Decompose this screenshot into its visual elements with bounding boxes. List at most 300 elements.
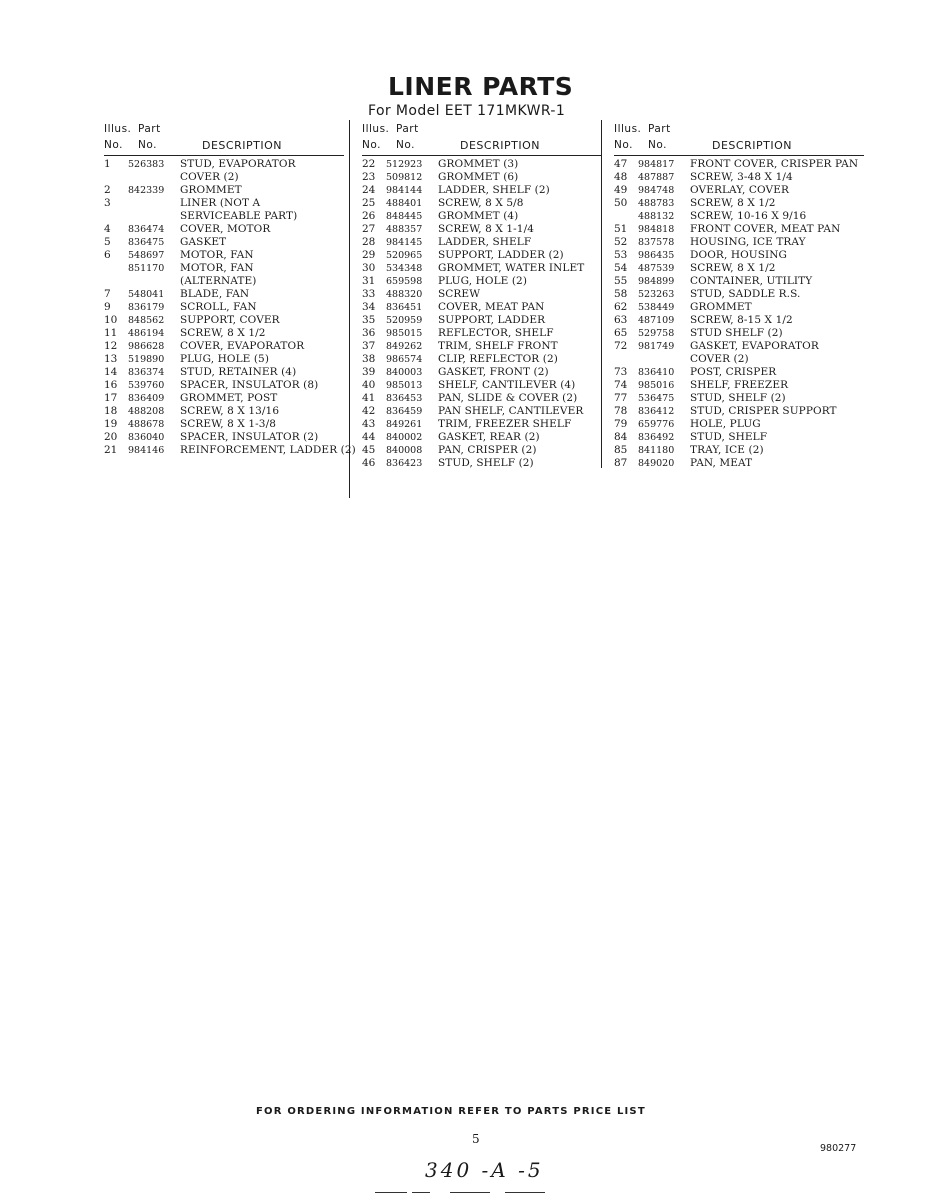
parts-row <box>614 262 864 275</box>
illus-number: 21 <box>104 444 118 456</box>
part-description: GROMMET (6) <box>438 171 519 183</box>
illus-number: 17 <box>104 392 118 404</box>
illus-number: 45 <box>362 444 376 456</box>
part-number: 984748 <box>638 185 675 196</box>
parts-row <box>362 288 602 301</box>
illus-number: 58 <box>614 288 628 300</box>
part-description: CLIP, REFLECTOR (2) <box>438 353 558 365</box>
parts-row <box>362 158 602 171</box>
illus-number: 18 <box>104 405 118 417</box>
illus-number: 50 <box>614 197 628 209</box>
illus-number: 85 <box>614 444 628 456</box>
illus-number: 4 <box>104 223 111 235</box>
part-description: SCREW, 8 X 1-1/4 <box>438 223 534 235</box>
parts-row <box>104 288 344 301</box>
part-number: 509812 <box>386 172 423 183</box>
illus-no-header: No. <box>104 139 123 151</box>
part-description: GASKET, FRONT (2) <box>438 366 549 378</box>
illus-number: 34 <box>362 301 376 313</box>
parts-row <box>362 353 602 366</box>
illus-number: 39 <box>362 366 376 378</box>
parts-row <box>362 262 602 275</box>
part-number: 984818 <box>638 224 675 235</box>
parts-row <box>104 405 344 418</box>
part-number: 985015 <box>386 328 423 339</box>
parts-row <box>104 158 344 171</box>
part-number: 986628 <box>128 341 165 352</box>
illus-number: 7 <box>104 288 111 300</box>
parts-row <box>362 223 602 236</box>
part-number: 985013 <box>386 380 423 391</box>
part-description: TRAY, ICE (2) <box>690 444 764 456</box>
header-rule <box>362 155 602 156</box>
parts-row <box>614 171 864 184</box>
part-description: SCREW, 8 X 1/2 <box>180 327 266 339</box>
parts-row <box>362 444 602 457</box>
part-description: SCREW, 10-16 X 9/16 <box>690 210 807 222</box>
parts-row <box>104 353 344 366</box>
illus-number: 49 <box>614 184 628 196</box>
parts-row <box>614 457 864 470</box>
parts-row <box>362 197 602 210</box>
part-no-header: No. <box>138 139 157 151</box>
part-number: 538449 <box>638 302 675 313</box>
part-description: GROMMET, WATER INLET <box>438 262 585 274</box>
part-description: SCREW, 8 X 1-3/8 <box>180 418 276 430</box>
parts-row <box>614 210 864 223</box>
part-number: 836179 <box>128 302 165 313</box>
handwritten-underline <box>375 1192 407 1193</box>
part-description: GROMMET, POST <box>180 392 278 404</box>
parts-row <box>362 418 602 431</box>
part-number: 520965 <box>386 250 423 261</box>
part-description: GROMMET <box>690 301 752 313</box>
parts-row <box>104 171 344 184</box>
part-description: SCREW, 3-48 X 1/4 <box>690 171 793 183</box>
illus-number: 55 <box>614 275 628 287</box>
part-description: PAN, MEAT <box>690 457 753 469</box>
parts-row <box>104 223 344 236</box>
part-description: SUPPORT, COVER <box>180 314 280 326</box>
parts-row <box>104 210 344 223</box>
illus-number: 44 <box>362 431 376 443</box>
part-number: 984145 <box>386 237 423 248</box>
parts-row <box>614 197 864 210</box>
part-description: SERVICEABLE PART) <box>180 210 298 222</box>
illus-number: 84 <box>614 431 628 443</box>
column-divider <box>349 120 350 498</box>
part-number: 534348 <box>386 263 423 274</box>
part-number: 659598 <box>386 276 423 287</box>
parts-row <box>614 418 864 431</box>
part-number: 836412 <box>638 406 675 417</box>
illus-number: 35 <box>362 314 376 326</box>
part-number: 849020 <box>638 458 675 469</box>
illus-number: 87 <box>614 457 628 469</box>
part-number: 849262 <box>386 341 423 352</box>
part-description: HOUSING, ICE TRAY <box>690 236 806 248</box>
handwritten-note: 340 -A -5 <box>425 1158 544 1182</box>
illus-number: 42 <box>362 405 376 417</box>
parts-row <box>362 236 602 249</box>
part-description: SUPPORT, LADDER (2) <box>438 249 564 261</box>
part-description: HOLE, PLUG <box>690 418 761 430</box>
part-description: STUD, SHELF (2) <box>438 457 534 469</box>
illus-no-header: No. <box>362 139 381 151</box>
parts-row <box>614 353 864 366</box>
illus-no-header: No. <box>614 139 633 151</box>
parts-row <box>614 431 864 444</box>
parts-row <box>104 392 344 405</box>
part-description: SHELF, FREEZER <box>690 379 789 391</box>
parts-row <box>104 275 344 288</box>
part-number: 848445 <box>386 211 423 222</box>
part-number: 523263 <box>638 289 675 300</box>
part-description: FRONT COVER, MEAT PAN <box>690 223 841 235</box>
part-description: PAN, CRISPER (2) <box>438 444 537 456</box>
part-description: STUD, CRISPER SUPPORT <box>690 405 837 417</box>
part-description: COVER (2) <box>690 353 749 365</box>
parts-row <box>614 327 864 340</box>
illus-number: 28 <box>362 236 376 248</box>
illus-number: 62 <box>614 301 628 313</box>
illus-number: 9 <box>104 301 111 313</box>
part-description: TRIM, SHELF FRONT <box>438 340 558 352</box>
part-description: POST, CRISPER <box>690 366 777 378</box>
part-description: COVER (2) <box>180 171 239 183</box>
parts-row <box>614 158 864 171</box>
parts-row <box>362 457 602 470</box>
part-description: SCREW, 8 X 1/2 <box>690 197 776 209</box>
illus-number: 11 <box>104 327 118 339</box>
illus-number: 13 <box>104 353 118 365</box>
page-number: 5 <box>472 1132 480 1146</box>
part-number: 837578 <box>638 237 675 248</box>
parts-row <box>104 366 344 379</box>
column-header <box>614 123 864 155</box>
part-description: SHELF, CANTILEVER (4) <box>438 379 576 391</box>
illus-header: Illus. <box>614 123 642 135</box>
part-number: 659776 <box>638 419 675 430</box>
illus-number: 73 <box>614 366 628 378</box>
part-number: 986574 <box>386 354 423 365</box>
part-number: 842339 <box>128 185 165 196</box>
illus-number: 14 <box>104 366 118 378</box>
part-no-header: No. <box>396 139 415 151</box>
part-number: 520959 <box>386 315 423 326</box>
parts-row <box>614 405 864 418</box>
part-description: STUD, RETAINER (4) <box>180 366 297 378</box>
part-number: 841180 <box>638 445 675 456</box>
part-number: 488401 <box>386 198 423 209</box>
parts-column-2 <box>362 123 602 470</box>
part-description: SPACER, INSULATOR (8) <box>180 379 319 391</box>
parts-row <box>614 392 864 405</box>
part-description: GASKET <box>180 236 227 248</box>
part-description: STUD SHELF (2) <box>690 327 783 339</box>
part-number: 840008 <box>386 445 423 456</box>
parts-row <box>104 444 356 457</box>
illus-number: 53 <box>614 249 628 261</box>
parts-row <box>614 236 864 249</box>
part-description: GROMMET (3) <box>438 158 519 170</box>
part-description: COVER, MOTOR <box>180 223 271 235</box>
parts-row <box>614 249 864 262</box>
parts-row <box>362 210 602 223</box>
part-description: (ALTERNATE) <box>180 275 257 287</box>
illus-number: 33 <box>362 288 376 300</box>
part-description: LINER (NOT A <box>180 197 261 209</box>
parts-row <box>614 379 864 392</box>
part-number: 488678 <box>128 419 165 430</box>
illus-number: 72 <box>614 340 628 352</box>
handwritten-underline <box>450 1192 490 1193</box>
handwritten-underline <box>505 1192 545 1193</box>
part-number: 984899 <box>638 276 675 287</box>
part-no-header: No. <box>648 139 667 151</box>
part-number: 487539 <box>638 263 675 274</box>
part-number: 981749 <box>638 341 675 352</box>
part-number: 536475 <box>638 393 675 404</box>
part-header: Part <box>648 123 671 135</box>
part-description: SCREW, 8-15 X 1/2 <box>690 314 793 326</box>
illus-header: Illus. <box>104 123 132 135</box>
illus-number: 26 <box>362 210 376 222</box>
parts-row <box>362 379 602 392</box>
illus-number: 3 <box>104 197 111 209</box>
part-description: TRIM, FREEZER SHELF <box>438 418 572 430</box>
parts-row <box>362 431 602 444</box>
part-description: GROMMET (4) <box>438 210 519 222</box>
part-number: 836374 <box>128 367 165 378</box>
illus-number: 38 <box>362 353 376 365</box>
illus-number: 10 <box>104 314 118 326</box>
part-description: CONTAINER, UTILITY <box>690 275 813 287</box>
parts-row <box>362 275 602 288</box>
part-number: 539760 <box>128 380 165 391</box>
part-description: STUD, EVAPORATOR <box>180 158 296 170</box>
illus-number: 63 <box>614 314 628 326</box>
part-description: SCREW, 8 X 5/8 <box>438 197 524 209</box>
illus-number: 2 <box>104 184 111 196</box>
part-number: 985016 <box>638 380 675 391</box>
part-number: 488320 <box>386 289 423 300</box>
part-description: SCROLL, FAN <box>180 301 257 313</box>
part-number: 836423 <box>386 458 423 469</box>
page-title: LINER PARTS <box>388 72 574 101</box>
column-header <box>362 123 602 155</box>
part-description: PAN, SLIDE & COVER (2) <box>438 392 578 404</box>
part-description: REINFORCEMENT, LADDER (2) <box>180 444 356 456</box>
illus-number: 65 <box>614 327 628 339</box>
part-description: COVER, EVAPORATOR <box>180 340 305 352</box>
parts-row <box>614 223 864 236</box>
part-description: GASKET, REAR (2) <box>438 431 540 443</box>
parts-row <box>614 301 864 314</box>
parts-row <box>362 171 602 184</box>
part-number: 486194 <box>128 328 165 339</box>
parts-row <box>614 366 864 379</box>
part-number: 986435 <box>638 250 675 261</box>
parts-row <box>362 405 602 418</box>
description-header: DESCRIPTION <box>712 139 792 152</box>
illus-number: 5 <box>104 236 111 248</box>
part-description: BLADE, FAN <box>180 288 250 300</box>
parts-row <box>362 249 602 262</box>
part-number: 836410 <box>638 367 675 378</box>
illus-number: 27 <box>362 223 376 235</box>
part-description: STUD, SHELF (2) <box>690 392 786 404</box>
part-number: 840003 <box>386 367 423 378</box>
part-number: 984146 <box>128 445 165 456</box>
column-header <box>104 123 344 155</box>
parts-row <box>614 275 864 288</box>
part-description: PLUG, HOLE (2) <box>438 275 528 287</box>
illus-number: 46 <box>362 457 376 469</box>
illus-header: Illus. <box>362 123 390 135</box>
illus-number: 29 <box>362 249 376 261</box>
part-number: 526383 <box>128 159 165 170</box>
part-description: SCREW, 8 X 13/16 <box>180 405 280 417</box>
parts-row <box>104 340 344 353</box>
part-description: SUPPORT, LADDER <box>438 314 546 326</box>
illus-number: 30 <box>362 262 376 274</box>
parts-row <box>362 314 602 327</box>
illus-number: 22 <box>362 158 376 170</box>
parts-row <box>104 327 344 340</box>
part-description: SCREW <box>438 288 481 300</box>
part-number: 840002 <box>386 432 423 443</box>
part-description: PLUG, HOLE (5) <box>180 353 270 365</box>
part-header: Part <box>138 123 161 135</box>
parts-column-3 <box>614 123 864 470</box>
parts-row <box>104 379 344 392</box>
parts-row <box>104 197 344 210</box>
illus-number: 16 <box>104 379 118 391</box>
parts-row <box>104 418 344 431</box>
parts-row <box>614 288 864 301</box>
parts-row <box>104 314 344 327</box>
parts-row <box>614 340 864 353</box>
illus-number: 1 <box>104 158 111 170</box>
part-description: DOOR, HOUSING <box>690 249 788 261</box>
part-number: 836040 <box>128 432 165 443</box>
part-description: SPACER, INSULATOR (2) <box>180 431 319 443</box>
illus-number: 12 <box>104 340 118 352</box>
parts-row <box>104 249 344 262</box>
illus-number: 54 <box>614 262 628 274</box>
part-description: LADDER, SHELF <box>438 236 532 248</box>
illus-number: 25 <box>362 197 376 209</box>
part-number: 851170 <box>128 263 165 274</box>
part-number: 836492 <box>638 432 675 443</box>
illus-number: 19 <box>104 418 118 430</box>
part-header: Part <box>396 123 419 135</box>
parts-row <box>362 340 602 353</box>
part-description: MOTOR, FAN <box>180 262 254 274</box>
illus-number: 74 <box>614 379 628 391</box>
part-number: 984144 <box>386 185 423 196</box>
illus-number: 36 <box>362 327 376 339</box>
part-number: 984817 <box>638 159 675 170</box>
illus-number: 78 <box>614 405 628 417</box>
part-description: COVER, MEAT PAN <box>438 301 545 313</box>
parts-row <box>362 327 602 340</box>
header-rule <box>104 155 344 156</box>
part-number: 488357 <box>386 224 423 235</box>
part-number: 848562 <box>128 315 165 326</box>
illus-number: 43 <box>362 418 376 430</box>
part-description: FRONT COVER, CRISPER PAN <box>690 158 859 170</box>
parts-row <box>104 184 344 197</box>
handwritten-underline <box>412 1192 430 1193</box>
illus-number: 23 <box>362 171 376 183</box>
part-number: 519890 <box>128 354 165 365</box>
illus-number: 37 <box>362 340 376 352</box>
header-rule <box>614 155 864 156</box>
part-description: STUD, SADDLE R.S. <box>690 288 801 300</box>
part-number: 849261 <box>386 419 423 430</box>
illus-number: 47 <box>614 158 628 170</box>
ordering-info-footer: FOR ORDERING INFORMATION REFER TO PARTS PRICE LIST <box>256 1106 646 1117</box>
parts-row <box>614 184 864 197</box>
part-description: STUD, SHELF <box>690 431 768 443</box>
illus-number: 40 <box>362 379 376 391</box>
part-number: 548697 <box>128 250 165 261</box>
description-header: DESCRIPTION <box>202 139 282 152</box>
illus-number: 52 <box>614 236 628 248</box>
model-subtitle: For Model EET 171MKWR-1 <box>368 103 566 119</box>
part-description: LADDER, SHELF (2) <box>438 184 550 196</box>
part-number: 488132 <box>638 211 675 222</box>
part-description: MOTOR, FAN <box>180 249 254 261</box>
part-number: 548041 <box>128 289 165 300</box>
illus-number: 41 <box>362 392 376 404</box>
illus-number: 6 <box>104 249 111 261</box>
parts-row <box>104 301 344 314</box>
part-number: 488208 <box>128 406 165 417</box>
part-number: 836474 <box>128 224 165 235</box>
part-number: 487109 <box>638 315 675 326</box>
illus-number: 48 <box>614 171 628 183</box>
illus-number: 20 <box>104 431 118 443</box>
parts-row <box>104 262 344 275</box>
parts-row <box>362 184 602 197</box>
part-description: PAN SHELF, CANTILEVER <box>438 405 584 417</box>
part-number: 836475 <box>128 237 165 248</box>
part-description: GASKET, EVAPORATOR <box>690 340 819 352</box>
parts-row <box>362 366 602 379</box>
part-number: 836459 <box>386 406 423 417</box>
part-description: GROMMET <box>180 184 242 196</box>
parts-row <box>614 314 864 327</box>
illus-number: 24 <box>362 184 376 196</box>
part-description: OVERLAY, COVER <box>690 184 789 196</box>
parts-row <box>362 392 602 405</box>
part-number: 488783 <box>638 198 675 209</box>
description-header: DESCRIPTION <box>460 139 540 152</box>
illus-number: 79 <box>614 418 628 430</box>
document-code: 980277 <box>820 1143 857 1154</box>
illus-number: 77 <box>614 392 628 404</box>
illus-number: 31 <box>362 275 376 287</box>
parts-row <box>362 301 602 314</box>
part-number: 836409 <box>128 393 165 404</box>
parts-row <box>614 444 864 457</box>
part-description: SCREW, 8 X 1/2 <box>690 262 776 274</box>
parts-row <box>104 236 344 249</box>
parts-row <box>104 431 344 444</box>
